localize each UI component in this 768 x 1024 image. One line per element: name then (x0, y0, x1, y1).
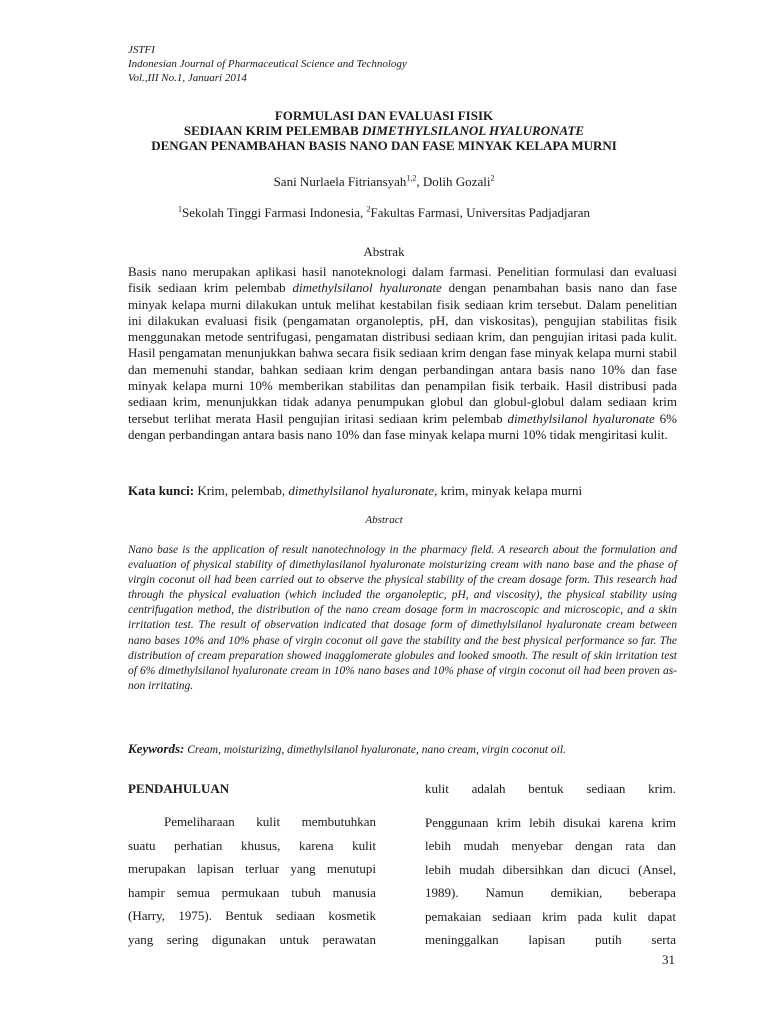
kata-kunci-text-1: Krim, pelembab, (194, 483, 289, 498)
affiliation-1-mark: 1 (177, 204, 182, 214)
word: merupakan (128, 861, 186, 876)
word: yang (290, 861, 316, 876)
word: semua (176, 884, 210, 900)
abstract-heading: Abstract (365, 514, 403, 526)
keywords-text: Cream, moisturizing, dimethylsilanol hyaluronate, nano cream, virgin coconut oil. (184, 744, 566, 756)
word: dan (571, 861, 591, 877)
word: lebih (425, 861, 451, 877)
word: beberapa (629, 885, 676, 900)
text-line (425, 881, 676, 905)
word: khusus, (240, 837, 281, 853)
word: mudah (463, 838, 499, 853)
text-line (128, 834, 376, 858)
word: kosmetik (328, 908, 376, 923)
word: membutuhkan (301, 814, 376, 829)
word: karena (298, 837, 334, 853)
word: digunakan (211, 931, 267, 947)
word: putih (594, 932, 622, 947)
word: kulit (613, 908, 637, 924)
abstrak-heading: Abstrak (363, 244, 405, 259)
authors (100, 174, 668, 190)
abstrak-italic-1: dimethylsilanol hyaluronate (292, 280, 442, 296)
pendahuluan-left-lines (128, 810, 376, 951)
pendahuluan-right-column (425, 780, 676, 952)
paper-title (100, 108, 668, 153)
author-1-affiliation-mark: 1,2 (406, 173, 417, 183)
abstrak-italic-2: dimethylsilanol hyaluronate (507, 410, 655, 426)
word: rata (625, 838, 645, 853)
word: dengan (575, 838, 613, 853)
text-line (128, 810, 376, 834)
word: yang (128, 931, 154, 947)
word: sediaan (586, 781, 626, 796)
text-line (128, 857, 376, 881)
word: kulit (352, 837, 376, 853)
text-line (128, 904, 376, 928)
word: 1975). (178, 908, 212, 923)
word: sering (166, 931, 199, 947)
affiliations (100, 205, 668, 221)
word: Pemeliharaan (164, 814, 235, 829)
word: bentuk (528, 781, 564, 796)
abstrak-text-3: 6% dengan perbandingan antara basis nano 10% dan fase minyak kelapa murni 10% tidak mengiritasi kulit. (128, 410, 677, 442)
abstrak-text-1: Basis nano merupakan aplikasi hasil nanoteknologi dalam farmasi. Penelitian formulasi dan evaluasi fisik sediaan krim pelembab (128, 264, 677, 296)
abstract-body: Nano base is the application of result nanotechnology in the pharmacy field. A research about the formulation and evaluation of physical stability of dimethylasilanol hyaluronate moisturizing cream with nano base and the phase of virgin coconut oil had been carried out to observe the physical stability of the cream dosage form. This research had through the physical evaluation (which included the organoleptic, pH, and viscosity), the physical stability using centrifugation method, the distribution of the nano cream dosage form in macroscopic and microscopic, and a skin irritation test. The result of observation indicated that dosage form of dimethylsilanol hyaluronate cream between nano bases 10% and 10% phase of virgin coconut oil gave the stability and the best physical performance so far. The distribution of cream preparation showed inagglomerate globules and looked smooth. The result of skin irritation test of 6% dimethylsilanol hyaluronate cream in 10% nano bases and 10% phase of virgin coconut oil had been proven as-non irritating. (128, 544, 677, 692)
author-2-affiliation-mark: 2 (490, 173, 495, 183)
title-line-1: FORMULASI DAN EVALUASI FISIK (274, 108, 494, 123)
word: karena (608, 814, 644, 830)
word: dicuci (598, 861, 630, 877)
word: permukaan (221, 884, 280, 900)
word: dapat (647, 908, 676, 924)
keywords-label: Keywords: (128, 741, 185, 756)
text-line (425, 905, 676, 929)
word: Penggunaan (425, 814, 489, 830)
word: mudah (459, 861, 495, 877)
affiliation-1: Sekolah Tinggi Farmasi Indonesia, (181, 205, 367, 220)
word: meninggalkan (425, 932, 499, 947)
text-line (425, 928, 676, 952)
kata-kunci-text-2: , krim, minyak kelapa murni (434, 483, 583, 498)
word: menyebar (511, 838, 563, 853)
word: pada (577, 908, 603, 924)
text-line (128, 928, 376, 952)
word: perawatan (322, 931, 376, 947)
text-line (425, 858, 676, 882)
word: sediaan (492, 908, 532, 924)
title-line-2 (100, 123, 668, 138)
word: serta (651, 932, 676, 947)
word: perhatian (174, 837, 223, 853)
page-number: 31 (662, 952, 675, 967)
word: disukai (563, 814, 601, 830)
word: krim (542, 908, 567, 924)
title-line-2-italic: DIMETHYLSILANOL HYALURONATE (361, 123, 585, 138)
word: Namun (485, 885, 524, 900)
word: kulit (256, 814, 281, 829)
word: pemakaian (425, 908, 482, 924)
word: lapisan (197, 861, 234, 876)
word: suatu (128, 837, 156, 853)
word: hampir (128, 884, 165, 900)
word: sediaan (276, 908, 316, 923)
word: manusia (332, 884, 376, 900)
word: lebih (425, 838, 451, 853)
author-1: Sani Nurlaela Fitriansyah (273, 174, 407, 189)
author-separator: , (416, 174, 423, 189)
word: lapisan (528, 932, 566, 947)
word: dibersihkan (502, 861, 564, 877)
word: demikian, (550, 885, 603, 900)
word: adalah (471, 781, 506, 796)
word: (Ansel, (638, 861, 676, 877)
journal-volume: Vol.,III No.1, Januari 2014 (128, 72, 247, 84)
title-line-3: DENGAN PENAMBAHAN BASIS NANO DAN FASE MINYAK KELAPA MURNI (151, 138, 617, 153)
word: untuk (279, 931, 310, 947)
author-2: Dolih Gozali (422, 174, 491, 189)
word: krim (651, 814, 676, 830)
text-line (425, 780, 676, 797)
word: krim (496, 814, 522, 830)
word: tubuh (291, 884, 321, 900)
word: Bentuk (225, 908, 263, 923)
title-line-2-prefix: SEDIAAN KRIM PELEMBAB (183, 123, 362, 138)
keywords (128, 741, 566, 757)
pendahuluan-heading: PENDAHULUAN (128, 781, 230, 796)
abstrak-body (128, 264, 677, 443)
word: menutupi (326, 861, 376, 876)
word: (Harry, (128, 908, 166, 923)
affiliation-2: Fakultas Farmasi, Universitas Padjadjaran (370, 205, 591, 220)
kata-kunci (128, 483, 582, 499)
word: krim. (648, 781, 676, 796)
pendahuluan-left-column (128, 780, 376, 951)
abstrak-text-2: dengan penambahan basis nano dan fase minyak kelapa murni dilakukan untuk melihat kestabilan fisik sediaan krim tersebut. Dalam penelitian ini dilakukan evaluasi fisik (pengamatan organoleptis, pH, dan viskositas), pengujian stabilitas fisik menggunakan metode sentrifugasi, pengamatan distribusi sediaan krim, dan pengujian iritasi pada kulit. Hasil pengamatan menunjukkan bahwa secara fisik sediaan krim dengan fase minyak kelapa murni stabil dan memenuhi standar, bahkan sediaan krim dengan perbandingan antara basis nano 10% dan fase minyak kelapa murni 10% memberikan stabilitas dan penampilan fisik terbaik. Hasil distribusi pada sediaan krim, menunjukkan tidak adanya penumpukan globul dan globul-globul dalam sediaan krim tersebut terlihat merata Hasil pengujian iritasi sediaan krim pelembab (128, 280, 677, 426)
word: dan (657, 838, 676, 853)
kata-kunci-label: Kata kunci: (128, 483, 195, 498)
word: kulit (425, 781, 449, 796)
word: 1989). (425, 885, 459, 900)
word: lebih (529, 814, 556, 830)
word: terluar (245, 861, 280, 876)
text-line (128, 881, 376, 905)
affiliation-2-mark: 2 (366, 204, 371, 214)
journal-name: Indonesian Journal of Pharmaceutical Science and Technology (128, 58, 407, 70)
kata-kunci-italic: dimethylsilanol hyaluronate (288, 483, 435, 498)
text-line (425, 811, 676, 835)
journal-abbreviation: JSTFI (128, 44, 155, 56)
journal-header (128, 43, 407, 85)
text-line (425, 834, 676, 858)
